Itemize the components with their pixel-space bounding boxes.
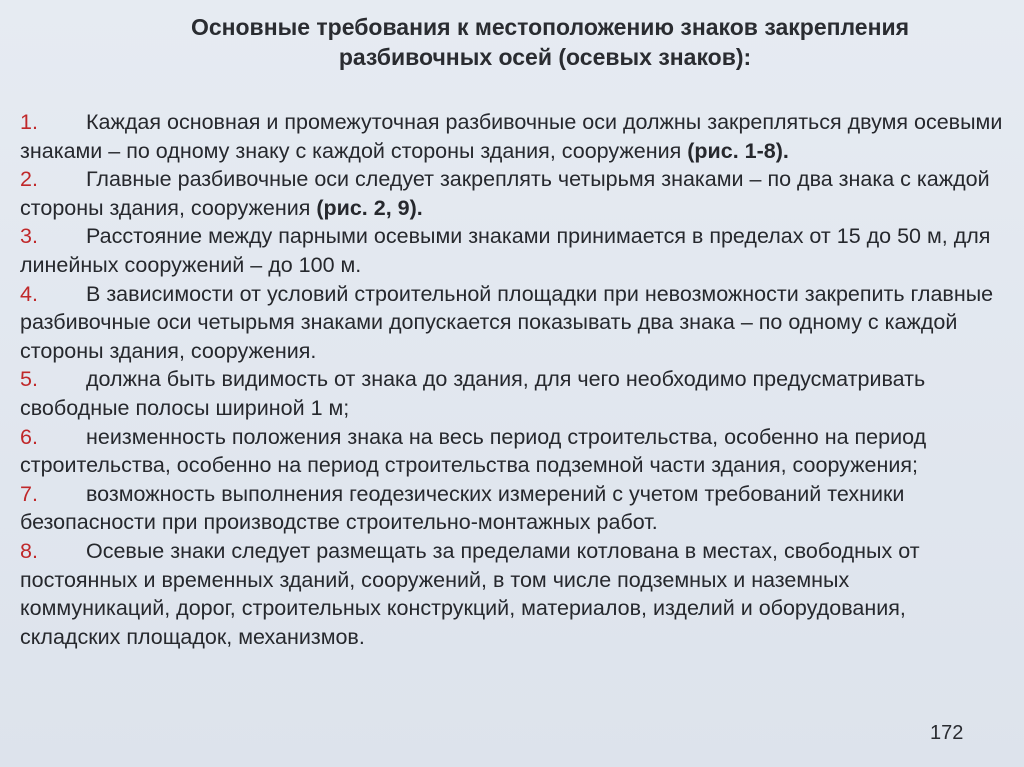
list-item-text: неизменность положения знака на весь период строительства, особенно на период строительства, особенно на период строительства подземной части здания, сооружения; — [20, 424, 927, 478]
requirements-list — [20, 108, 1005, 651]
list-item-number: 4. — [20, 281, 38, 306]
list-item-5 — [20, 365, 1005, 422]
list-item-8 — [20, 537, 1005, 651]
list-item-text: Осевые знаки следует размещать за пределами котлована в местах, свободных от постоянных и временных зданий, сооружений, в том числе подземных и наземных коммуникаций, дорог, строительных конструкций, материалов, изделий и оборудования, складских площадок, механизмов. — [20, 538, 920, 649]
list-item-number: 1. — [20, 110, 38, 134]
figure-reference: (рис. 2, 9). — [316, 195, 423, 220]
list-item-number: 2. — [20, 167, 38, 192]
slide-title-line-2: разбивочных осей (осевых знаков): — [338, 44, 752, 70]
page-number: 172 — [930, 722, 964, 744]
list-item-number: 6. — [20, 424, 38, 449]
list-item-number: 7. — [20, 481, 38, 506]
list-item-text: возможность выполнения геодезических измерений с учетом требований техники безопасности при производстве строительно-монтажных работ. — [20, 481, 905, 535]
list-item-text: Главные разбивочные оси следует закреплять четырьмя знаками – по два знака с каждой стороны здания, сооружения — [20, 167, 990, 220]
list-item-text: В зависимости от условий строительной площадки при невозможности закрепить главные разбивочные оси четырьмя знаками допускается показывать два знака – по одному с каждой стороны здания, сооружения. — [20, 281, 994, 363]
list-item-4 — [20, 280, 1005, 366]
list-item-text: Расстояние между парными осевыми знаками принимается в пределах от 15 до 50 м, для линейных сооружений – до 100 м. — [20, 224, 991, 277]
list-item-3 — [20, 222, 1005, 279]
list-item-2 — [20, 165, 1005, 222]
list-item-1 — [20, 108, 1005, 165]
slide-title-line-1: Основные требования к местоположению знаков закрепления — [190, 14, 910, 40]
figure-reference: (рис. 1-8). — [687, 138, 789, 163]
slide-title — [40, 12, 1024, 72]
list-item-7 — [20, 480, 1005, 537]
list-item-number: 5. — [20, 367, 38, 392]
list-item-text: должна быть видимость от знака до здания, для чего необходимо предусматривать свободные полосы шириной 1 м; — [20, 367, 926, 420]
list-item-number: 8. — [20, 538, 38, 563]
list-item-number: 3. — [20, 224, 38, 249]
list-item-text: Каждая основная и промежуточная разбивочные оси должны закрепляться двумя осевыми знаками – по одному знаку с каждой стороны здания, сооружения — [20, 110, 1003, 163]
list-item-6 — [20, 423, 1005, 480]
